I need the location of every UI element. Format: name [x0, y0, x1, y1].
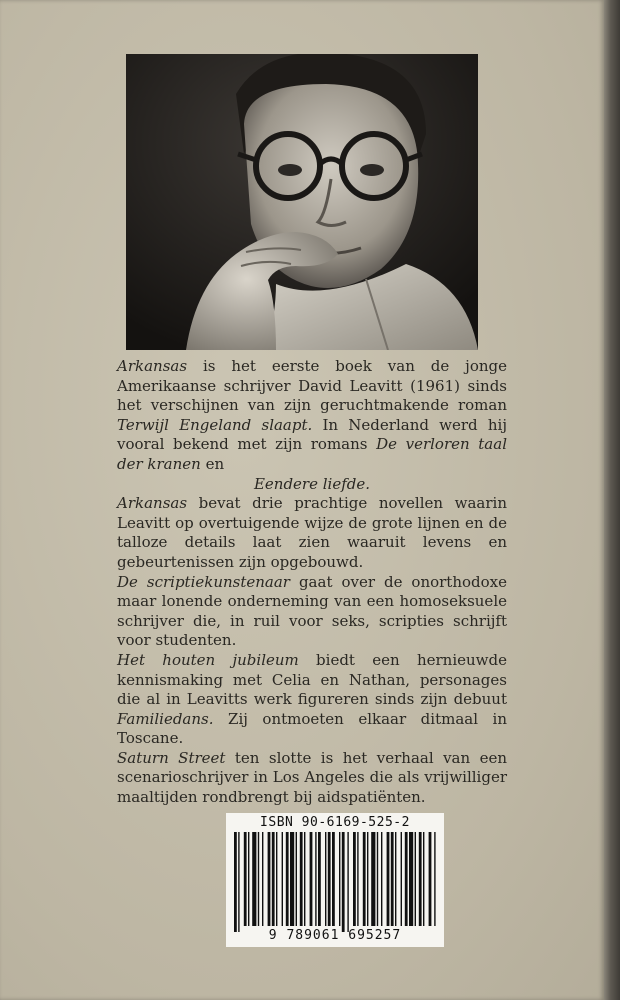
barcode-stripe [371, 832, 375, 926]
book-title-ref: Arkansas [117, 494, 188, 513]
barcode-stripe [258, 832, 259, 926]
isbn-number: ISBN 90-6169-525-2 [260, 815, 410, 830]
book-title-ref: Arkansas [117, 357, 188, 375]
barcode-stripe [353, 832, 356, 926]
barcode-stripe [423, 832, 424, 926]
barcode-stripe [429, 832, 432, 926]
barcode-stripe [325, 832, 326, 926]
barcode-stripe [268, 832, 271, 926]
blurb-text-run: In Nederland werd hij vooral bekend met zijn romans [117, 415, 507, 454]
barcode-stripe [391, 832, 394, 926]
barcode-stripe [238, 832, 239, 932]
barcode-icon [230, 832, 440, 932]
barcode-stripe [272, 832, 275, 926]
blurb-paragraph-1 [117, 357, 507, 475]
blurb-text-run: gaat over de onorthodoxe maar lonende onderneming van een homoseksuele schrijver die, in ruil voor seks, scripties schrijft voor studenten. [117, 572, 507, 650]
barcode-stripe [434, 832, 435, 926]
barcode-stripe [419, 832, 422, 926]
barcode-stripe [296, 832, 297, 926]
book-spine-edge [604, 0, 620, 1000]
barcode-stripe [244, 832, 247, 926]
blurb-text-run: en [200, 454, 225, 473]
blurb-paragraph-4 [117, 651, 507, 749]
barcode-stripe [332, 832, 335, 926]
barcode-stripe [342, 832, 345, 932]
blurb-paragraph-5 [117, 749, 507, 808]
barcode-stripe [357, 832, 358, 926]
barcode-stripe [286, 832, 289, 926]
blurb-paragraph-1-end [117, 475, 507, 495]
author-photo [126, 54, 478, 350]
barcode-stripe [381, 832, 382, 926]
barcode-stripe [262, 832, 263, 926]
blurb-paragraph-2 [117, 494, 507, 572]
barcode-label [226, 813, 444, 947]
blurb-text [117, 357, 507, 808]
barcode-stripe [405, 832, 408, 926]
barcode-stripe [415, 832, 416, 926]
blurb-paragraph-3 [117, 573, 507, 651]
blurb-text-run: Zij ontmoeten elkaar ditmaal in Toscane. [117, 709, 507, 748]
barcode-stripe [387, 832, 390, 926]
barcode-stripe [395, 832, 396, 926]
barcode-stripe [377, 832, 378, 926]
barcode-stripe [347, 832, 348, 932]
author-portrait-image [126, 54, 478, 350]
barcode-stripe [318, 832, 321, 926]
barcode-stripe [304, 832, 305, 926]
barcode-stripe [252, 832, 256, 926]
barcode-stripe [328, 832, 331, 926]
barcode-stripe [339, 832, 340, 926]
blurb-text-run: bevat drie prachtige novellen waarin Leavitt op overtuigende wijze de grote lijnen en de talloze details laat zien waaruit levens en gebeurtenissen zijn opgebouwd. [117, 494, 507, 571]
barcode-stripe [276, 832, 277, 926]
barcode-stripe [234, 832, 237, 932]
book-title-ref: Familiedans. [117, 709, 214, 728]
barcode-stripe [363, 832, 366, 926]
barcode-stripe [315, 832, 316, 926]
book-title-ref: De verloren taal der kranen [117, 435, 507, 473]
barcode-stripe [290, 832, 294, 926]
barcode-stripe [310, 832, 313, 926]
blurb-text-run: biedt een hernieuwde kennismaking met Celia en Nathan, personages die al in Leavitts werk figureren sinds zijn debuut [117, 650, 507, 709]
barcode-stripe [409, 832, 413, 926]
blurb-text-run: is het eerste boek van de jonge Amerikaanse schrijver David Leavitt (1961) sinds het verschijnen van zijn geruchtmakende roman [117, 357, 507, 415]
book-title-ref: Het houten jubileum [117, 650, 299, 669]
barcode-stripe [248, 832, 249, 926]
barcode-stripe [367, 832, 368, 926]
ean-digits: 9 789061 695257 [268, 928, 402, 943]
blurb-text-run: ten slotte is het verhaal van een scenarioschrijver in Los Angeles die als vrijwilliger maaltijden rondbrengt bij aidspatiënten. [117, 748, 508, 807]
barcode-stripe [300, 832, 303, 926]
barcode-stripe [282, 832, 283, 926]
book-title-ref: Eendere liefde. [253, 474, 371, 493]
book-title-ref: Terwijl Engeland slaapt. [117, 415, 313, 434]
book-title-ref: De scriptiekunstenaar [117, 572, 290, 591]
book-title-ref: Saturn Street [117, 748, 226, 767]
barcode-stripe [401, 832, 402, 926]
